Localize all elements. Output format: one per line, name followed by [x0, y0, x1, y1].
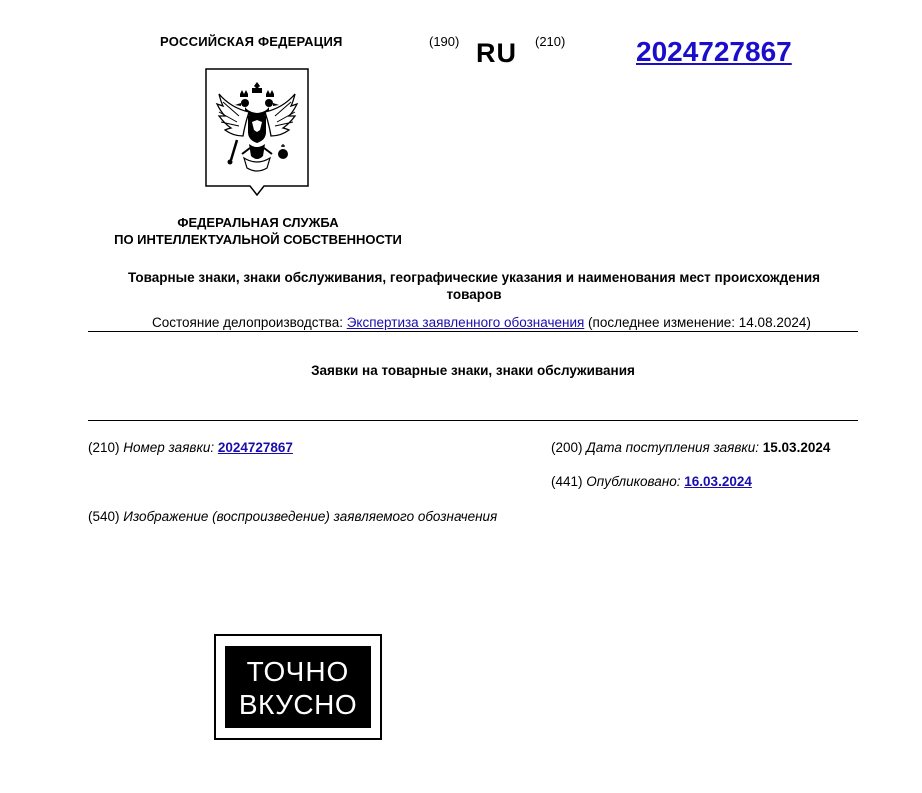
trademark-line-2: ВКУСНО	[238, 689, 358, 720]
agency-name	[80, 214, 436, 248]
status-suffix: (последнее изменение: 14.08.2024)	[584, 315, 811, 330]
field-200-code: (200)	[551, 440, 583, 455]
application-number-link[interactable]: 2024727867	[217, 440, 293, 455]
document-number-link[interactable]: 2024727867	[636, 36, 792, 67]
country-name: РОССИЙСКАЯ ФЕДЕРАЦИЯ	[160, 34, 343, 49]
divider-bottom	[88, 420, 858, 421]
field-441-code: (441)	[551, 474, 583, 489]
field-540-label: Изображение (воспроизведение) заявляемого обозначения	[123, 509, 498, 524]
code-210-header: (210)	[535, 34, 566, 49]
field-540-code: (540)	[88, 509, 120, 524]
section-title: Товарные знаки, знаки обслуживания, географические указания и наименования мест происхождения товаров	[127, 270, 821, 302]
coat-of-arms-icon	[204, 68, 310, 196]
code-190: (190)	[429, 34, 460, 49]
publication-date-field	[551, 474, 752, 489]
status-line	[152, 315, 811, 330]
divider-top	[88, 331, 858, 332]
publication-date-link[interactable]: 16.03.2024	[684, 474, 752, 489]
field-441-label: Опубликовано:	[586, 474, 681, 489]
filing-date-value: 15.03.2024	[762, 440, 831, 455]
filing-date-field	[551, 440, 830, 455]
status-label: Состояние делопроизводства:	[152, 315, 347, 330]
field-210-code: (210)	[88, 440, 120, 455]
country-code: RU	[476, 38, 517, 68]
field-200-label: Дата поступления заявки:	[586, 440, 760, 455]
application-number-field	[88, 440, 293, 455]
agency-line-1: ФЕДЕРАЛЬНАЯ СЛУЖБА	[177, 215, 339, 230]
trademark-image	[214, 634, 382, 740]
field-210-label: Номер заявки:	[123, 440, 215, 455]
mark-image-field	[88, 509, 497, 524]
sub-title: Заявки на товарные знаки, знаки обслуживания	[311, 363, 635, 378]
trademark-line-1: ТОЧНО	[246, 656, 350, 687]
agency-line-2: ПО ИНТЕЛЛЕКТУАЛЬНОЙ СОБСТВЕННОСТИ	[114, 232, 402, 247]
status-link[interactable]: Экспертиза заявленного обозначения	[346, 315, 585, 330]
